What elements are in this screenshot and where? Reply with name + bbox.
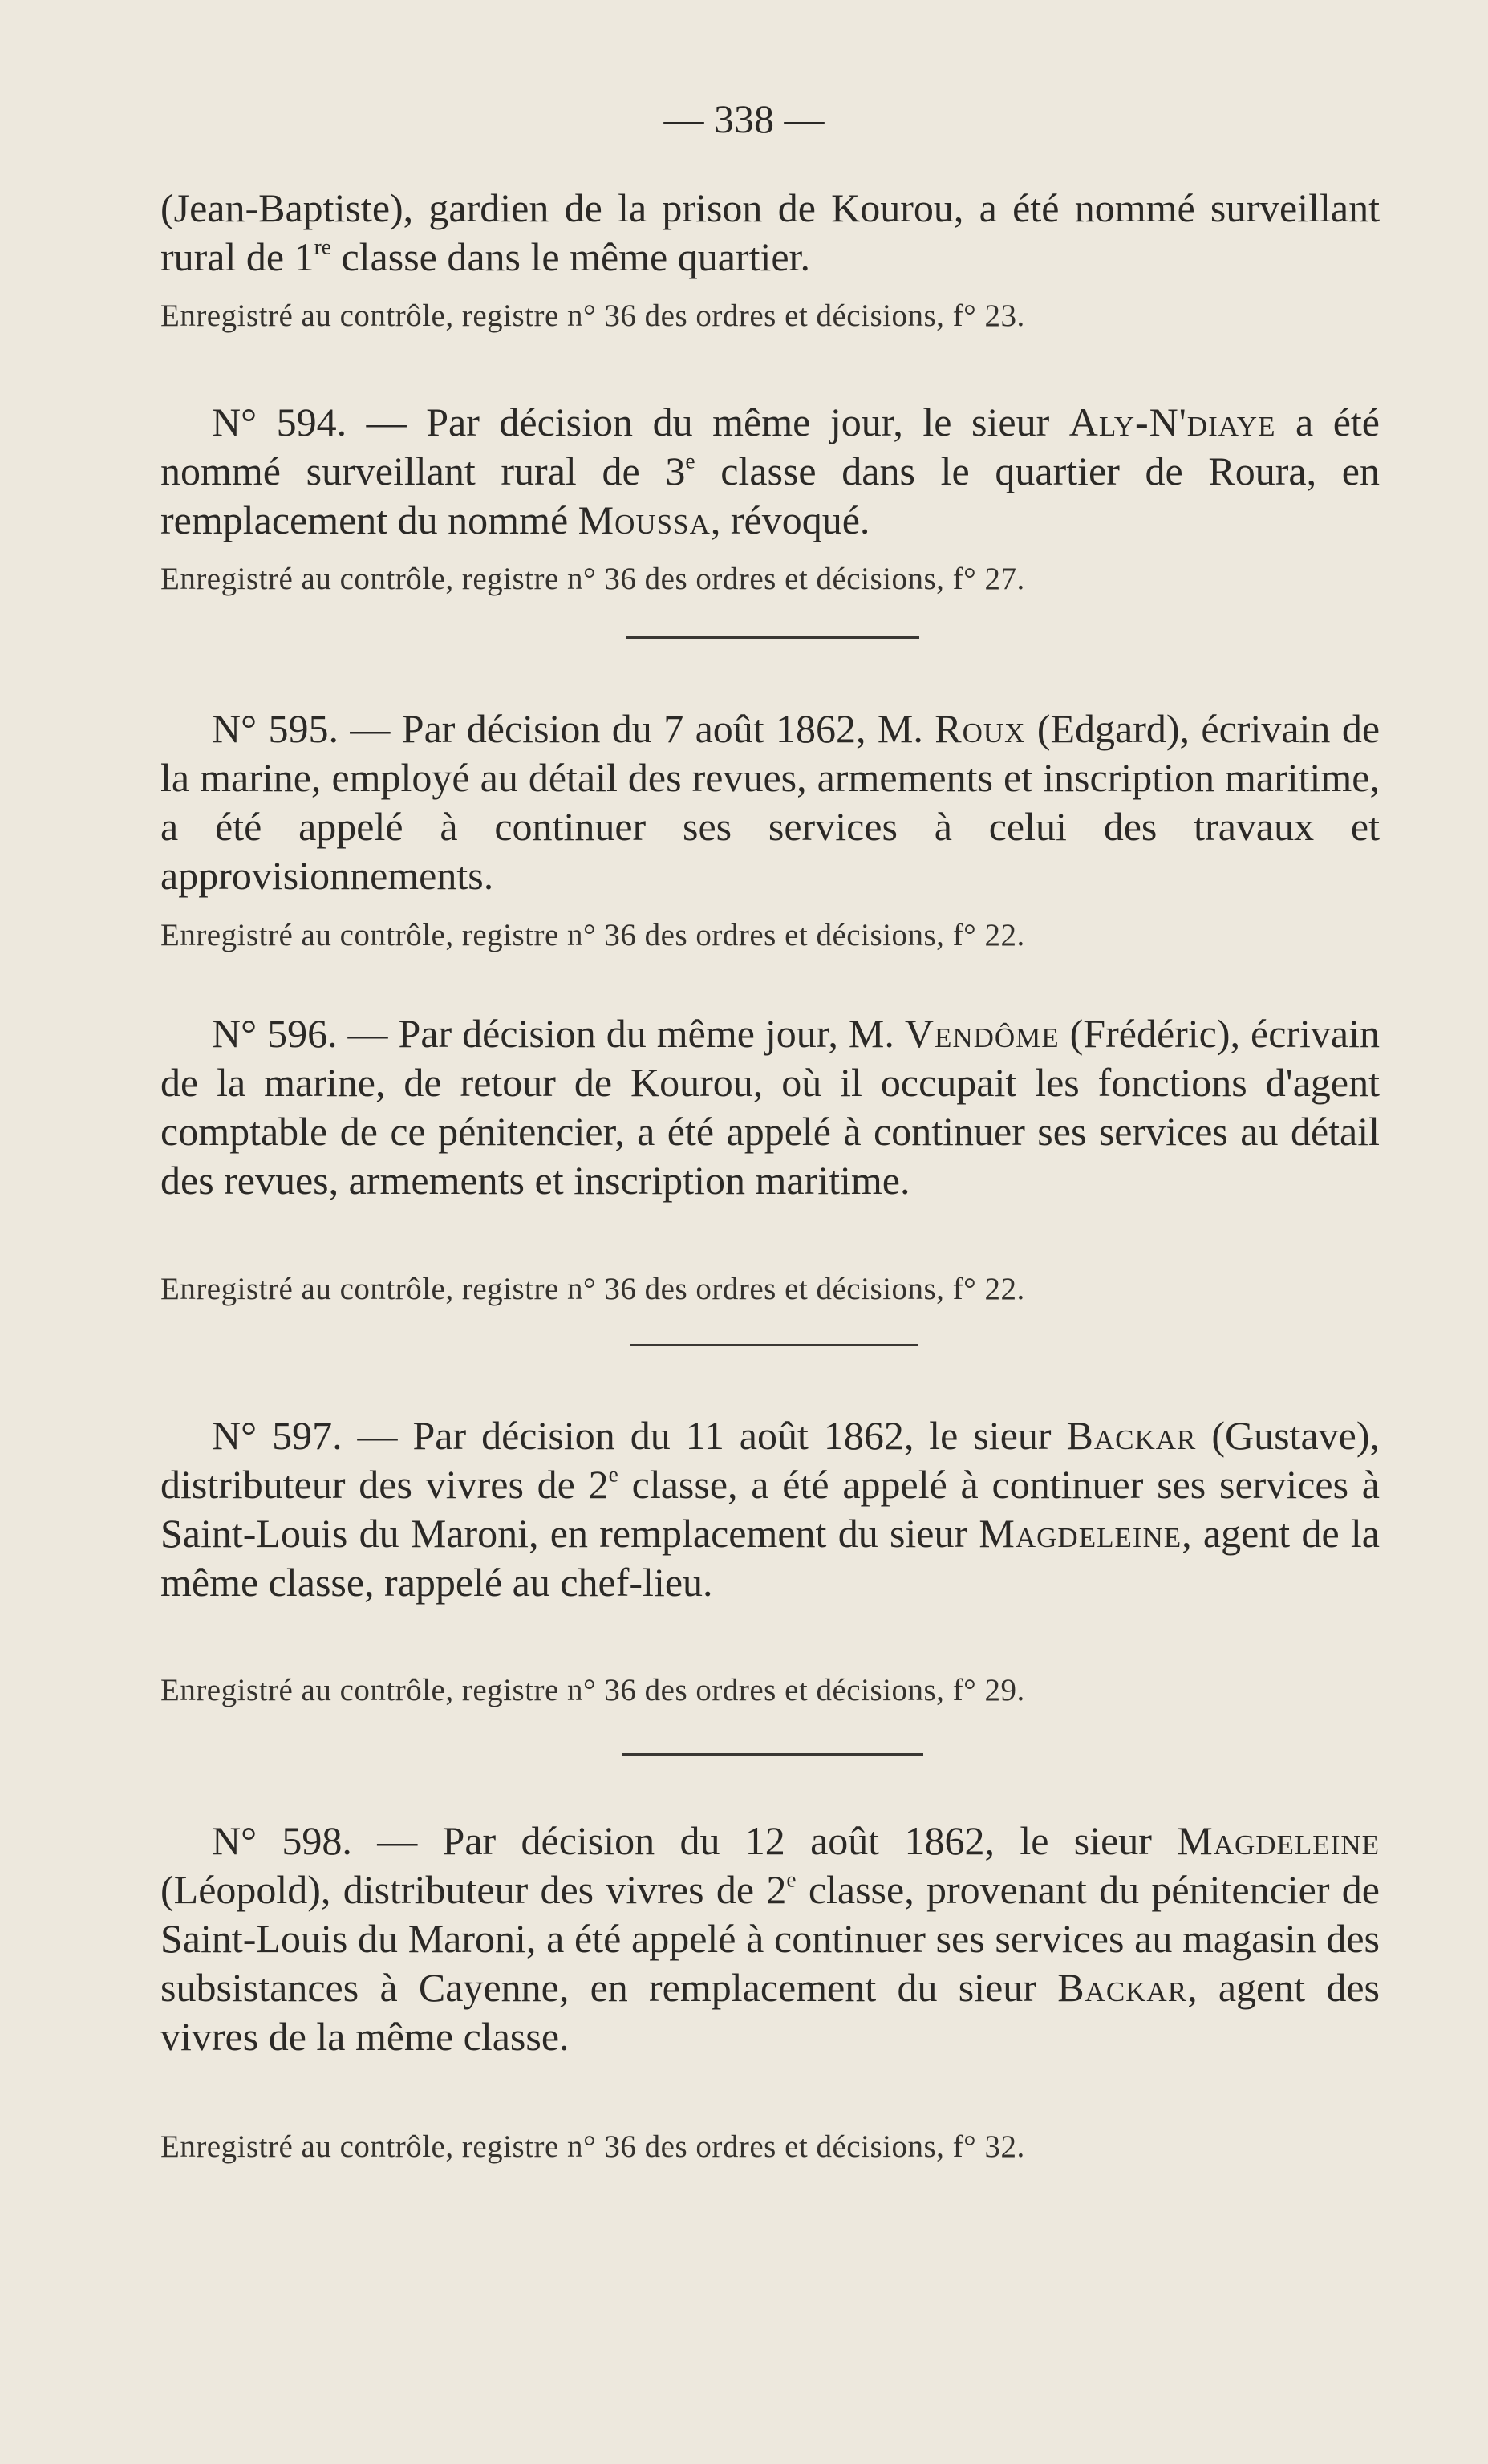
decision-594: N° 594. — Par décision du même jour, le sieur Aly-N'diaye a été nommé surveillant rural de 3e classe dans le quartier de Roura, en remplacement du nommé Moussa, révoqué. <box>160 400 1380 542</box>
registration-note: Enregistré au contrôle, registre n° 36 des ordres et décisions, f° 29. <box>160 1673 1025 1707</box>
page-number: — 338 — <box>663 96 825 141</box>
registration-note: Enregistré au contrôle, registre n° 36 des ordres et décisions, f° 32. <box>160 2129 1025 2164</box>
decision-598: N° 598. — Par décision du 12 août 1862, le sieur Magdeleine (Léopold), distributeur des vivres de 2e classe, provenant du pénitencier de Saint-Louis du Maroni, a été appelé à continuer ses services au magasin des subsistances à Cayenne, en remplacement du sieur Backar, agent des vivres de la même classe. <box>160 1818 1381 2059</box>
registration-note: Enregistré au contrôle, registre n° 36 des ordres et décisions, f° 22. <box>160 1272 1025 1306</box>
section-divider <box>626 636 919 639</box>
decision-597: N° 597. — Par décision du 11 août 1862, le sieur Backar (Gustave), distributeur des vivres de 2e classe, a été appelé à continuer ses services à Saint-Louis du Maroni, en remplacement du sieur Magdeleine, agent de la même classe, rappelé au chef-lieu. <box>160 1413 1380 1605</box>
registration-note: Enregistré au contrôle, registre n° 36 des ordres et décisions, f° 27. <box>160 562 1025 596</box>
section-divider <box>622 1753 923 1756</box>
decision-596: N° 596. — Par décision du même jour, M. Vendôme (Frédéric), écrivain de la marine, de retour de Kourou, où il occupait les fonctions d'agent comptable de ce pénitencier, a été appelé à continuer ses services au détail des revues, armements et inscription maritime. <box>160 1011 1381 1203</box>
decision-595: N° 595. — Par décision du 7 août 1862, M. Roux (Edgard), écrivain de la marine, employé au détail des revues, armements et inscription maritime, a été appelé à continuer ses services à celui des travaux et approvisionnements. <box>160 706 1381 898</box>
continuation-paragraph: (Jean-Baptiste), gardien de la prison de Kourou, a été nommé surveillant rural de 1re classe dans le même quartier. <box>160 185 1380 279</box>
registration-note: Enregistré au contrôle, registre n° 36 des ordres et décisions, f° 23. <box>160 298 1025 333</box>
registration-note: Enregistré au contrôle, registre n° 36 des ordres et décisions, f° 22. <box>160 918 1025 952</box>
section-divider <box>630 1344 918 1346</box>
